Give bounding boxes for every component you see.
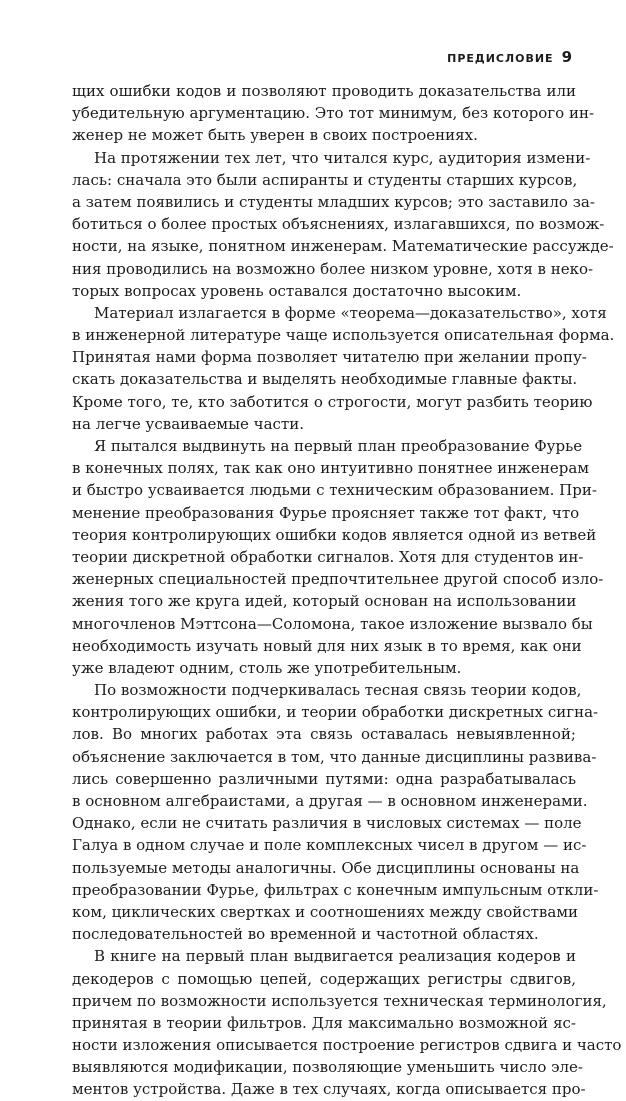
text-line: в основном алгебраистами, а другая — в основном инженерами. <box>72 792 588 810</box>
text-line: контролирующих ошибки, и теории обработки дискретных сигна- <box>72 703 599 722</box>
text-line: причем по возможности используется техническая терминология, <box>72 991 607 1010</box>
text-line: По возможности подчеркивалась тесная связь теории кодов, <box>94 681 582 700</box>
text-line: женер не может быть уверен в своих построениях. <box>72 126 478 145</box>
text-line: Я пытался выдвинуть на первый план преобразование Фурье <box>94 437 583 455</box>
text-line: ности, на языке, понятном инженерам. Математические рассужде- <box>72 237 614 256</box>
text-line: уже владеют одним, столь же употребительным. <box>72 658 462 677</box>
text-line: необходимость изучать новый для них язык в то время, как они <box>72 636 582 655</box>
body-text <box>72 80 622 1101</box>
text-line: объяснение заключается в том, что данные дисциплины развива- <box>72 747 597 766</box>
text-line: ботиться о более простых объяснениях, излагавшихся, по возмож- <box>72 215 605 234</box>
text-line: ности изложения описывается построение регистров сдвига и часто <box>72 1036 622 1055</box>
text-line: ния проводились на возможно более низком уровне, хотя в неко- <box>72 259 594 278</box>
text-line: принятая в теории фильтров. Для максимально возможной яс- <box>72 1013 576 1032</box>
text-line: ментов устройства. Даже в тех случаях, когда описывается про- <box>72 1080 586 1099</box>
text-line: лась: сначала это были аспиранты и студенты старших курсов, <box>72 170 578 189</box>
text-line: женерных специальностей предпочтительнее другой способ изло- <box>72 570 604 589</box>
text-line: преобразовании Фурье, фильтрах с конечным импульсным откли- <box>72 880 599 899</box>
text-line: выявляются модификации, позволяющие уменьшить число эле- <box>72 1058 583 1077</box>
text-line: декодеров с помощью цепей, содержащих регистры сдвигов, <box>72 969 576 988</box>
text-line: в конечных полях, так как оно интуитивно понятнее инженерам <box>72 459 589 478</box>
text-line: торых вопросах уровень оставался достаточно высоким. <box>72 281 522 300</box>
text-line: и быстро усваивается людьми с техническим образованием. При- <box>72 481 597 500</box>
text-line: теории дискретной обработки сигналов. Хотя для студентов ин- <box>72 547 584 566</box>
text-line: теория контролирующих ошибки кодов является одной из ветвей <box>72 525 597 544</box>
text-line: жения того же круга идей, который основан на использовании <box>72 592 577 611</box>
text-line: а затем появились и студенты младших курсов; это заставило за- <box>72 192 595 211</box>
paragraph <box>72 147 614 302</box>
text-line: лись совершенно различными путями: одна разрабатывалась <box>72 769 576 788</box>
paragraph <box>72 435 604 679</box>
text-line: скать доказательства и выделять необходимые главные факты. <box>72 370 578 389</box>
text-line: многочленов Мэттсона—Соломона, такое изложение вызвало бы <box>72 614 593 633</box>
text-line: пользуемые методы аналогичны. Обе дисциплины основаны на <box>72 858 580 877</box>
text-line: Принятая нами форма позволяет читателю при желании пропу- <box>72 348 587 367</box>
text-line: последовательностей во временной и частотной областях. <box>72 925 539 944</box>
text-line: В книге на первый план выдвигается реализация кодеров и <box>94 947 576 966</box>
running-header-title: ПРЕДИСЛОВИЕ <box>447 52 554 65</box>
text-line: Кроме того, те, кто заботится о строгости, могут разбить теорию <box>72 392 593 411</box>
text-line: ком, циклических свертках и соотношениях между свойствами <box>72 902 578 921</box>
paragraph <box>72 945 622 1100</box>
text-line: менение преобразования Фурье проясняет также тот факт, что <box>72 503 580 522</box>
paragraph <box>72 80 595 147</box>
text-line: в инженерной литературе чаще используется описательная форма. <box>72 326 615 345</box>
text-line: Материал излагается в форме «теорема—доказательство», хотя <box>94 303 607 322</box>
page-number: 9 <box>561 48 572 66</box>
paragraph <box>72 302 615 435</box>
text-line: Однако, если не считать различия в числовых системах — поле <box>72 814 582 833</box>
text-line: лов. Во многих работах эта связь оставалась невыявленной; <box>72 725 576 744</box>
text-line: Галуа в одном случае и поле комплексных чисел в другом — ис- <box>72 836 587 855</box>
text-line: убедительную аргументацию. Это тот минимум, без которого ин- <box>72 104 595 123</box>
text-line: щих ошибки кодов и позволяют проводить доказательства или <box>72 82 576 100</box>
text-line: на легче усваиваемые части. <box>72 414 304 433</box>
running-header <box>447 48 572 66</box>
paragraph <box>72 679 599 945</box>
text-line: На протяжении тех лет, что читался курс, аудитория измени- <box>94 148 591 167</box>
